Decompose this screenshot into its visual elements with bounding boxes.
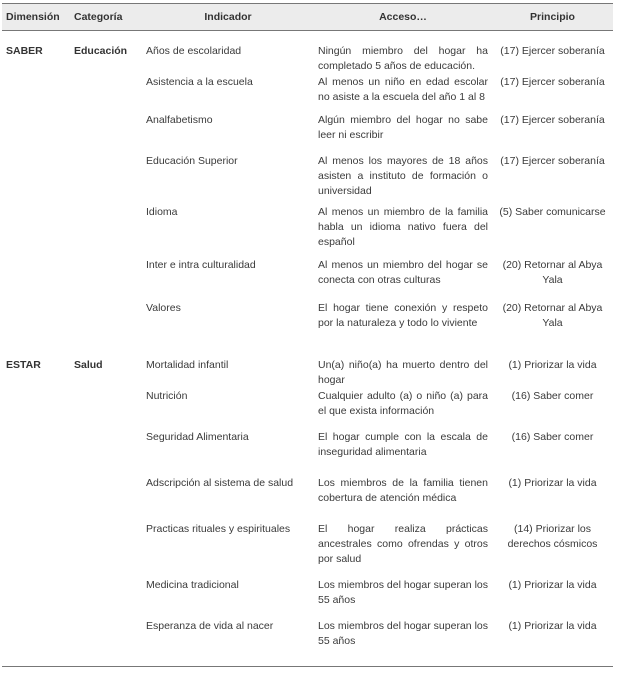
header-dimension: Dimensión [2, 4, 70, 31]
principle-cell: (20) Retornar al Abya Yala [502, 301, 603, 329]
header-category: Categoría [70, 4, 142, 31]
indicator-cell: Mortalidad infantil [146, 358, 229, 371]
access-cell: Los miembros de la familia tienen cobertura de atención médica [318, 476, 488, 504]
access-cell: Los miembros del hogar superan los 55 años [318, 578, 488, 606]
access-cell: Al menos un miembro del hogar se conecta con otras culturas [318, 258, 488, 286]
indicator-cell: Asistencia a la escuela [146, 75, 253, 88]
indicator-cell: Años de escolaridad [146, 45, 242, 57]
principle-cell: (17) Ejercer soberanía [500, 154, 605, 167]
indicator-cell: Practicas rituales y espirituales [146, 522, 291, 535]
principle-cell: (1) Priorizar la vida [508, 578, 597, 591]
table-body [2, 31, 613, 667]
indicator-cell: Esperanza de vida al nacer [146, 619, 274, 632]
indicator-cell: Seguridad Alimentaria [146, 430, 249, 443]
principle-cell: (14) Priorizar los derechos cósmicos [507, 522, 598, 550]
access-cell: El hogar realiza prácticas ancestrales como ofrendas y otros por salud [318, 522, 488, 565]
access-cell: Al menos los mayores de 18 años asisten a instituto de formación o universidad [318, 154, 488, 197]
header-row [2, 4, 613, 31]
table-bottom-rule [2, 657, 613, 667]
indicator-table [2, 3, 613, 667]
indicator-cell: Medicina tradicional [146, 578, 239, 591]
access-cell: Al menos un miembro de la familia habla un idioma nativo fuera del español [318, 205, 488, 248]
header-access: Acceso… [314, 4, 492, 31]
indicator-cell: Inter e intra culturalidad [146, 258, 256, 271]
indicator-cell: Adscripción al sistema de salud [146, 476, 294, 489]
access-cell: Cualquier adulto (a) o niño (a) para el que exista información [318, 389, 488, 417]
principle-cell: (17) Ejercer soberanía [500, 75, 605, 88]
category-cell: Salud [74, 358, 103, 371]
access-cell: Al menos un niño en edad escolar no asiste a la escuela del año 1 al 8 [318, 75, 488, 103]
dimension-cell: ESTAR [6, 358, 41, 371]
access-cell: Un(a) niño(a) ha muerto dentro del hogar [318, 358, 488, 386]
access-cell: Los miembros del hogar superan los 55 años [318, 619, 488, 647]
indicator-cell: Analfabetismo [146, 113, 213, 126]
dimension-cell: SABER [6, 45, 43, 57]
principle-cell: (1) Priorizar la vida [508, 358, 597, 371]
header-indicator: Indicador [142, 4, 314, 31]
principle-cell: (16) Saber comer [511, 389, 594, 402]
indicator-cell: Educación Superior [146, 154, 238, 167]
principle-cell: (1) Priorizar la vida [508, 476, 597, 489]
category-cell: Educación [74, 45, 128, 57]
principle-cell: (17) Ejercer soberanía [500, 45, 605, 57]
access-cell: Algún miembro del hogar no sabe leer ni escribir [318, 113, 488, 141]
principle-cell: (5) Saber comunicarse [499, 205, 606, 218]
principle-cell: (20) Retornar al Abya Yala [502, 258, 603, 286]
principle-cell: (17) Ejercer soberanía [500, 113, 605, 126]
indicator-cell: Idioma [146, 205, 178, 218]
principle-cell: (16) Saber comer [511, 430, 594, 443]
table-row [2, 31, 613, 75]
access-cell: Ningún miembro del hogar ha completado 5 años de educación. [318, 45, 488, 72]
access-cell: El hogar cumple con la escala de inseguridad alimentaria [318, 430, 488, 458]
indicator-cell: Valores [146, 301, 181, 314]
principle-cell: (1) Priorizar la vida [508, 619, 597, 632]
table-row [2, 348, 613, 389]
access-cell: El hogar tiene conexión y respeto por la naturaleza y todo lo viviente [318, 301, 488, 329]
indicator-cell: Nutrición [146, 389, 188, 402]
header-principle: Principio [492, 4, 613, 31]
